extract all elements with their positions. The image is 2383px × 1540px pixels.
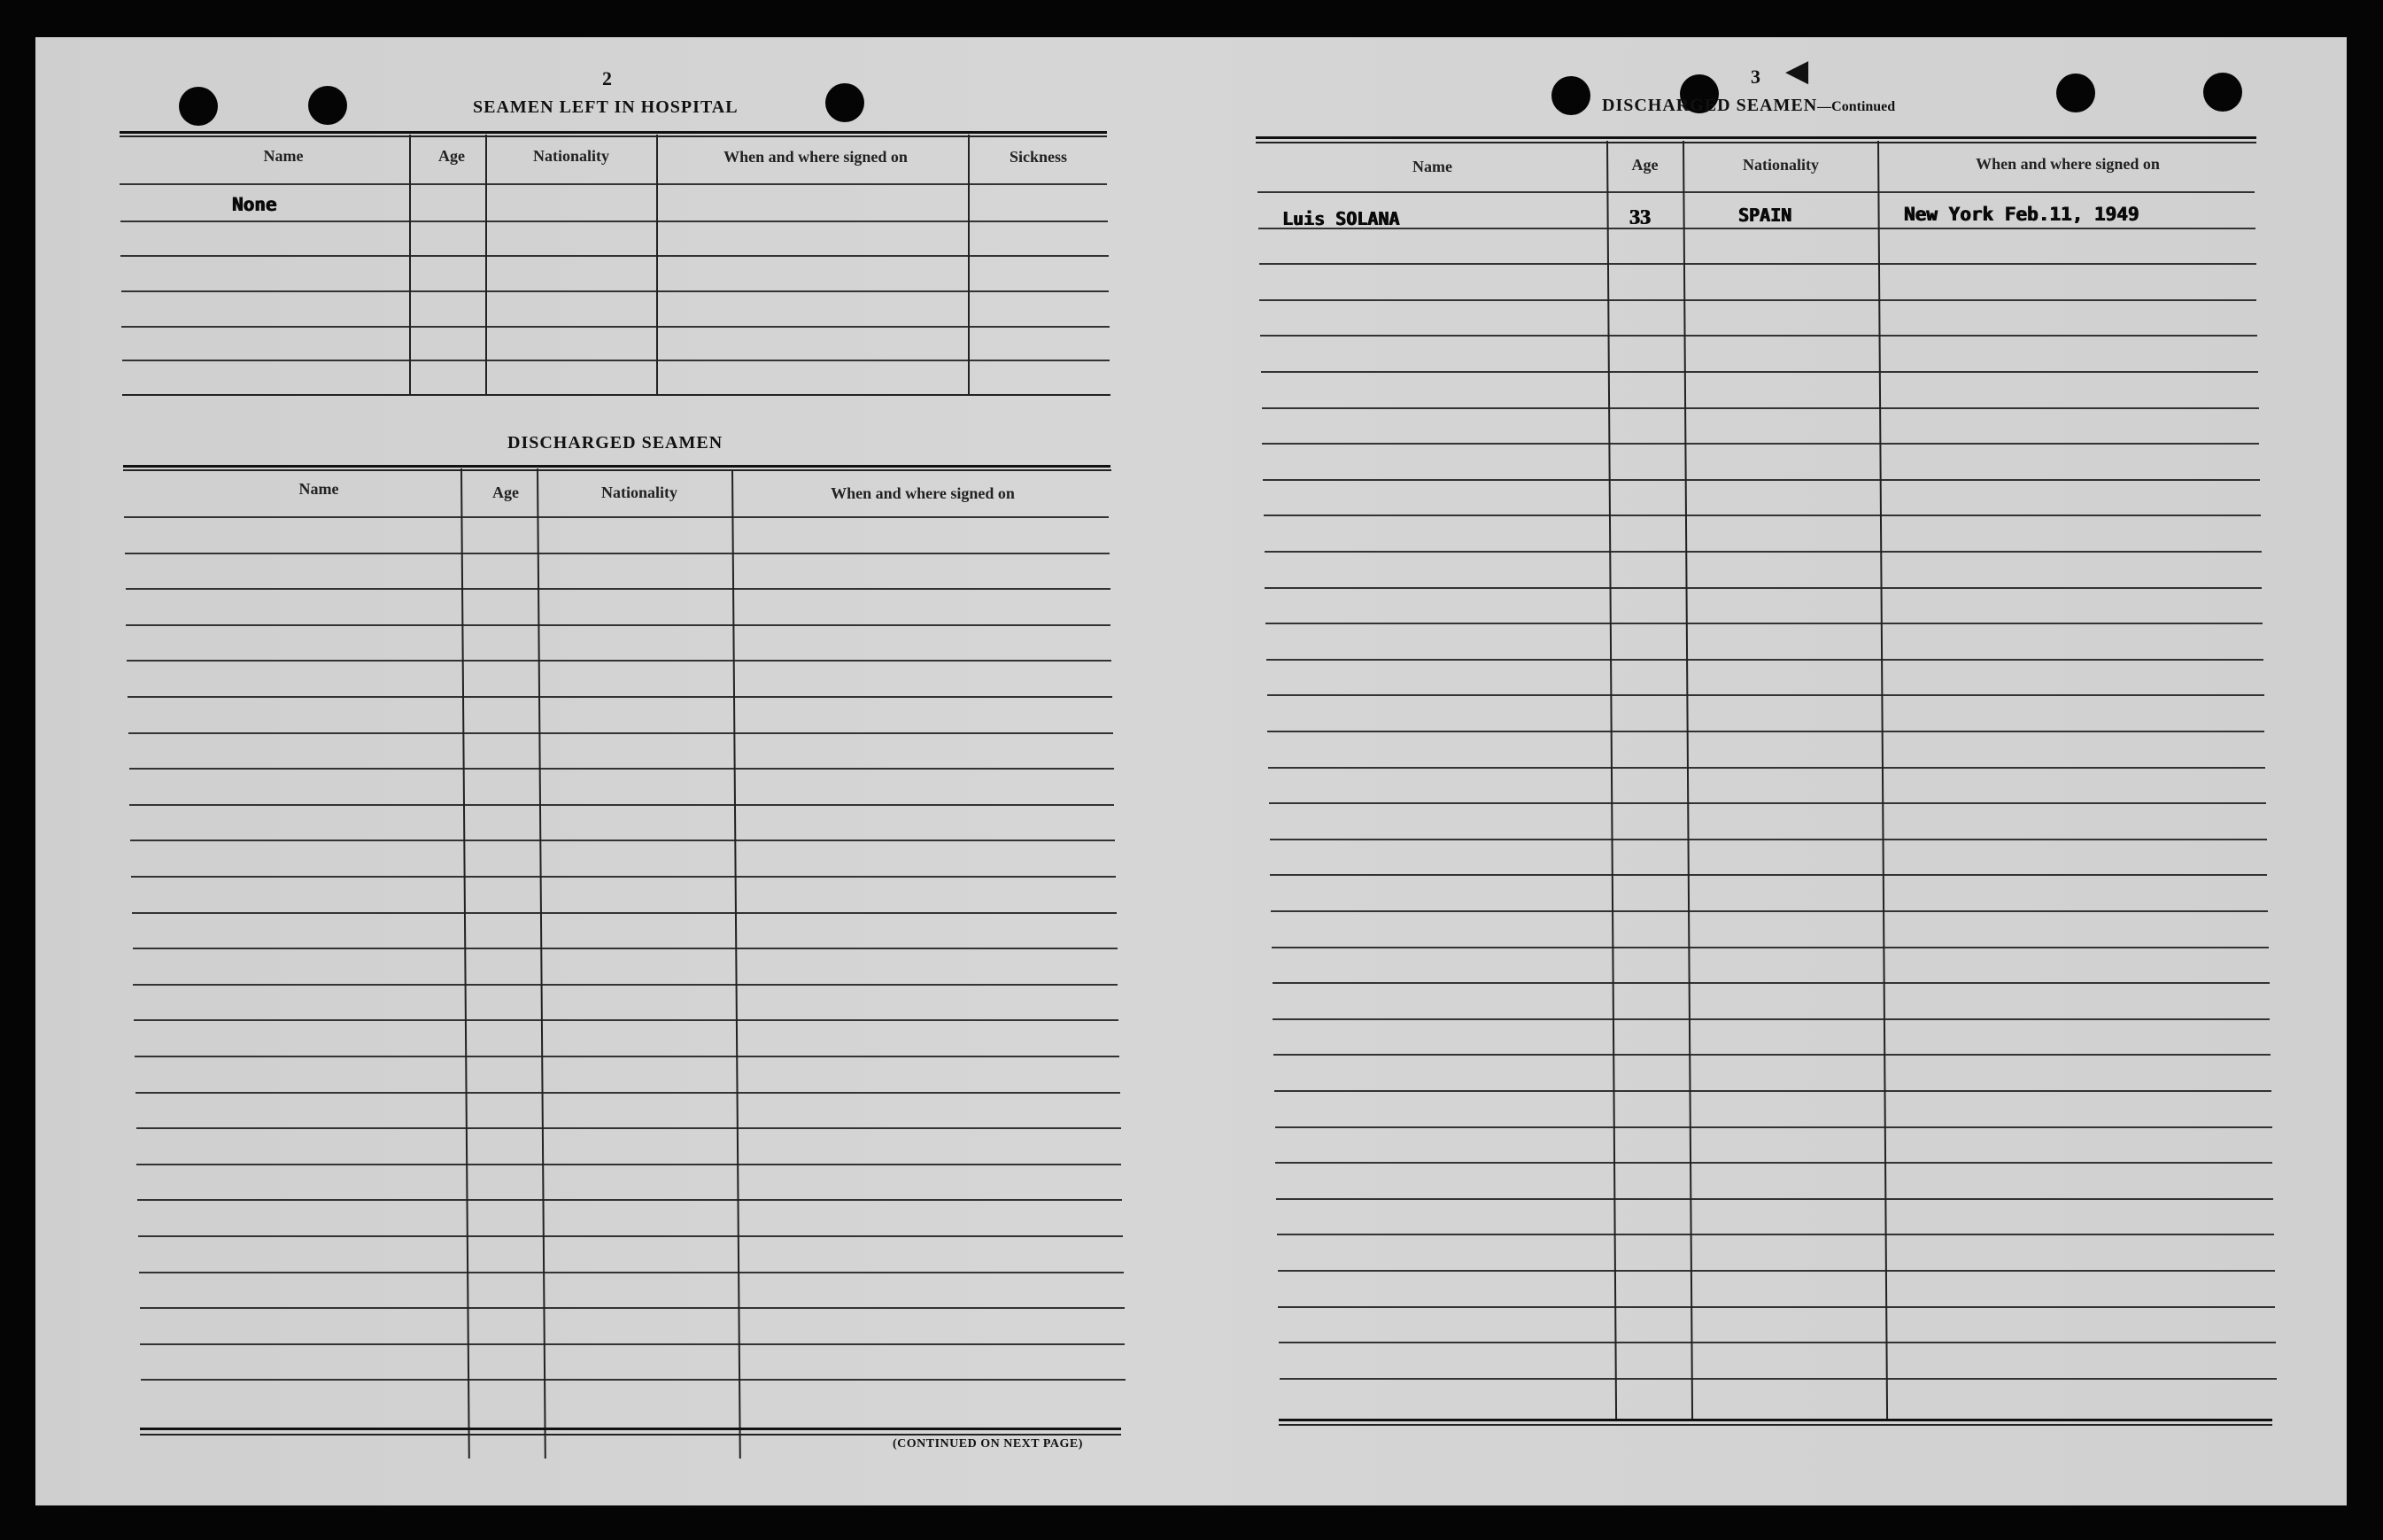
discharged-row-line <box>141 1379 1126 1381</box>
continued-row-line <box>1258 228 2255 229</box>
discharged-row-line <box>138 1235 1123 1237</box>
discharged-col-divider <box>731 469 741 1459</box>
continued-row-line <box>1273 982 2270 984</box>
discharged-row-line <box>140 1343 1125 1345</box>
discharged-row-line <box>128 696 1112 698</box>
discharged-row-line <box>140 1307 1125 1309</box>
continued-row-line <box>1270 839 2267 840</box>
continued-row-line <box>1273 1018 2270 1020</box>
continued-row-line <box>1265 587 2262 589</box>
discharged-row-line <box>135 1056 1119 1057</box>
continued-row-line <box>1260 335 2257 337</box>
discharged-continued-title <box>1602 96 1895 116</box>
discharged-table-bottom-rule-2 <box>140 1434 1121 1436</box>
discharged-section-title: DISCHARGED SEAMEN <box>507 433 723 453</box>
discharged-table-top-rule-2 <box>123 469 1111 471</box>
discharged-table-bottom-rule <box>140 1428 1121 1430</box>
discharged-row-line <box>124 516 1109 518</box>
hospital-col-age: Age <box>438 147 465 165</box>
hospital-col-nationality: Nationality <box>532 147 609 165</box>
continued-row-line <box>1263 479 2260 481</box>
hospital-row-line <box>120 255 1109 257</box>
continued-col-divider <box>1606 141 1617 1420</box>
page-number-right: 3 <box>1751 66 1760 88</box>
continued-row-line <box>1259 263 2256 265</box>
continued-row-line <box>1257 191 2255 193</box>
discharged-row-line <box>130 840 1115 841</box>
continued-row-line <box>1259 299 2256 301</box>
continued-table-top-rule <box>1256 136 2256 139</box>
continued-table-bottom-rule-2 <box>1279 1424 2272 1426</box>
discharged-row-line <box>139 1272 1124 1273</box>
hospital-row-line <box>121 326 1110 328</box>
arrow-mark-icon: ◀ <box>1785 55 1809 88</box>
continued-row-line <box>1277 1234 2274 1235</box>
continued-row-line <box>1275 1162 2272 1164</box>
hospital-entry-name: None <box>232 194 277 215</box>
discharged-col-nationality: Nationality <box>600 484 677 501</box>
continued-col-signed-on: When and where signed on <box>1976 155 2160 173</box>
continued-row-line <box>1275 1126 2272 1128</box>
continued-row-line <box>1266 659 2263 661</box>
continued-row-line <box>1270 874 2267 876</box>
continued-col-nationality: Nationality <box>1742 156 1819 174</box>
discharged-table-top-rule <box>123 465 1110 468</box>
continued-row-line <box>1268 767 2265 769</box>
continued-col-divider <box>1683 141 1693 1420</box>
hospital-row-line <box>122 360 1110 361</box>
discharged-row-line <box>131 876 1116 878</box>
hospital-col-sickness: Sickness <box>1009 148 1068 166</box>
discharged-col-name: Name <box>298 480 339 498</box>
discharged-row-line <box>125 553 1110 554</box>
continued-row-line <box>1272 947 2269 948</box>
continued-row-line <box>1279 1342 2276 1343</box>
continued-table-bottom-rule <box>1279 1419 2272 1421</box>
punch-hole <box>2056 74 2095 112</box>
continued-entry-name: Luis SOLANA <box>1282 208 1400 229</box>
hospital-col-divider <box>409 135 411 395</box>
hospital-col-signed-on: When and where signed on <box>723 148 908 166</box>
discharged-col-divider <box>537 468 546 1459</box>
continued-row-line <box>1273 1054 2271 1056</box>
discharged-col-age: Age <box>492 484 519 501</box>
document-sheet <box>35 37 2347 1505</box>
continued-col-name: Name <box>1412 158 1452 175</box>
discharged-continued-title-suffix: —Continued <box>1817 99 1896 114</box>
continued-row-line <box>1267 694 2264 696</box>
continued-col-age: Age <box>1631 156 1659 174</box>
hospital-table-top-rule <box>120 131 1107 134</box>
hospital-table-top-rule-2 <box>120 135 1107 137</box>
continued-row-line <box>1264 515 2261 516</box>
discharged-col-divider <box>460 468 470 1459</box>
continued-row-line <box>1265 623 2263 624</box>
continued-row-line <box>1262 443 2259 445</box>
hospital-row-line <box>120 221 1108 222</box>
discharged-continued-title-main: DISCHARGED SEAMEN <box>1602 96 1818 115</box>
continued-row-line <box>1269 802 2266 804</box>
continued-row-line <box>1265 551 2262 553</box>
discharged-row-line <box>136 1127 1121 1129</box>
discharged-row-line <box>129 768 1114 770</box>
continued-row-line <box>1262 407 2259 409</box>
continued-entry-nationality: SPAIN <box>1738 205 1792 226</box>
discharged-row-line <box>133 984 1118 986</box>
hospital-col-name: Name <box>263 147 304 165</box>
continued-table-top-rule-2 <box>1256 142 2256 143</box>
discharged-row-line <box>133 948 1118 949</box>
hospital-col-divider <box>968 135 970 395</box>
discharged-row-line <box>137 1199 1122 1201</box>
hospital-row-line <box>120 183 1107 185</box>
discharged-row-line <box>136 1164 1121 1165</box>
hospital-table-bottom-rule <box>122 394 1110 396</box>
hospital-col-divider <box>485 135 487 395</box>
continued-footer: (CONTINUED ON NEXT PAGE) <box>893 1437 1083 1451</box>
page-number-left: 2 <box>602 67 612 89</box>
discharged-row-line <box>134 1019 1118 1021</box>
continued-row-line <box>1278 1306 2275 1308</box>
punch-hole <box>1551 76 1590 115</box>
discharged-row-line <box>128 732 1113 734</box>
hospital-row-line <box>121 290 1109 292</box>
continued-col-divider <box>1877 141 1888 1420</box>
discharged-col-signed-on: When and where signed on <box>831 484 1015 502</box>
continued-row-line <box>1278 1270 2275 1272</box>
punch-hole <box>825 83 864 122</box>
hospital-col-divider <box>656 135 658 395</box>
discharged-row-line <box>129 804 1114 806</box>
continued-entry-signed-on: New York Feb.11, 1949 <box>1904 204 2139 225</box>
punch-hole <box>179 87 218 126</box>
discharged-row-line <box>126 624 1110 626</box>
continued-row-line <box>1280 1378 2277 1380</box>
continued-row-line <box>1274 1090 2271 1092</box>
discharged-row-line <box>126 588 1110 590</box>
continued-row-line <box>1276 1198 2273 1200</box>
continued-entry-age: 33 <box>1629 206 1651 229</box>
continued-row-line <box>1261 371 2258 373</box>
punch-hole <box>2203 73 2242 112</box>
continued-row-line <box>1271 910 2268 912</box>
discharged-row-line <box>132 912 1117 914</box>
continued-row-line <box>1267 731 2264 732</box>
discharged-row-line <box>127 660 1111 662</box>
hospital-section-title: SEAMEN LEFT IN HOSPITAL <box>473 97 739 117</box>
discharged-row-line <box>135 1092 1120 1094</box>
punch-hole <box>308 86 347 125</box>
